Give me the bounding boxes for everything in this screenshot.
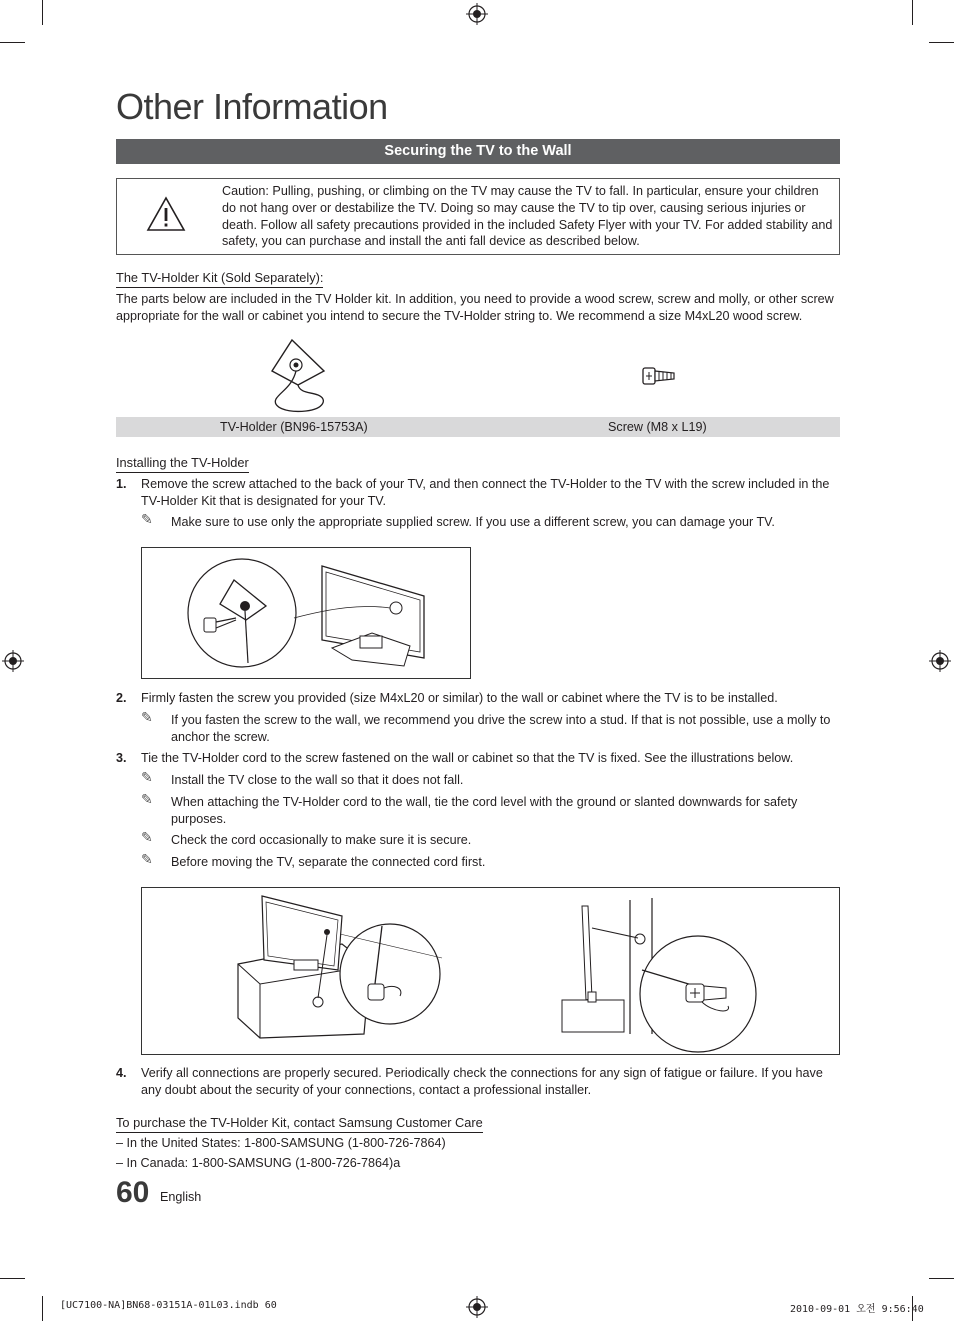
step-number: 4. — [116, 1066, 127, 1080]
caution-label: Caution — [222, 184, 266, 198]
crop-mark — [929, 42, 954, 43]
note-icon: ✎ — [141, 709, 153, 725]
kit-item-label: Screw (M8 x L19) — [608, 420, 707, 434]
note-icon: ✎ — [141, 829, 153, 845]
crop-mark — [912, 0, 913, 25]
kit-items-row — [116, 417, 840, 437]
caution-text — [222, 183, 834, 250]
purchase-heading: To purchase the TV-Holder Kit, contact Samsung Customer Care — [116, 1115, 483, 1133]
registration-mark-icon — [466, 1296, 488, 1318]
crop-mark — [929, 1278, 954, 1279]
registration-mark-icon — [2, 650, 24, 672]
registration-mark-icon — [466, 3, 488, 25]
note-icon: ✎ — [141, 791, 153, 807]
figure-tie-cord — [141, 887, 840, 1055]
step-number: 2. — [116, 691, 127, 705]
step-text: Firmly fasten the screw you provided (size M4xL20 or similar) to the wall or cabinet where the TV is to be installed. — [141, 691, 778, 705]
note-icon: ✎ — [141, 769, 153, 785]
crop-mark — [42, 1296, 43, 1321]
step-text: Verify all connections are properly secured. Periodically check the connections for any sign of fatigue or failure. If you have any doubt about the security of your connections, contact a professional installer. — [141, 1066, 823, 1097]
registration-mark-icon — [929, 650, 951, 672]
note-text: Make sure to use only the appropriate supplied screw. If you use a different screw, you can damage your TV. — [171, 515, 775, 529]
contact-us: – In the United States: 1-800-SAMSUNG (1-800-726-7864) — [116, 1136, 446, 1150]
note-text: If you fasten the screw to the wall, we recommend you drive the screw into a stud. If that is not possible, use a molly to anchor the screw. — [171, 713, 831, 744]
page-title: Other Information — [116, 86, 388, 127]
note-icon: ✎ — [141, 511, 153, 527]
note-text: Check the cord occasionally to make sure it is secure. — [171, 833, 472, 847]
crop-mark — [0, 1278, 25, 1279]
tv-holder-icon — [266, 337, 328, 415]
tv-holder-attach-illustration — [142, 548, 470, 678]
step-number: 1. — [116, 477, 127, 491]
caution-box — [116, 178, 840, 255]
crop-mark — [42, 0, 43, 25]
contact-canada: – In Canada: 1-800-SAMSUNG (1-800-726-7864)a — [116, 1156, 401, 1170]
step-text: Remove the screw attached to the back of your TV, and then connect the TV-Holder to the TV with the screw included in the TV-Holder Kit that is designated for your TV. — [141, 477, 830, 508]
crop-mark — [0, 42, 25, 43]
note-text: Install the TV close to the wall so that it does not fall. — [171, 773, 464, 787]
page-number: 60 — [116, 1176, 150, 1209]
note-text: Before moving the TV, separate the connected cord first. — [171, 855, 486, 869]
section-title-bar: Securing the TV to the Wall — [116, 139, 840, 164]
footer-file-info: [UC7100-NA]BN68-03151A-01L03.indb 60 — [60, 1300, 277, 1311]
step-text: Tie the TV-Holder cord to the screw fastened on the wall or cabinet so that the TV is fixed. See the illustrations below. — [141, 751, 794, 765]
note-icon: ✎ — [141, 851, 153, 867]
note-text: When attaching the TV-Holder cord to the wall, tie the cord level with the ground or slanted downwards for safety purposes. — [171, 795, 798, 826]
figure-attach-holder — [141, 547, 471, 679]
warning-triangle-icon — [146, 196, 186, 232]
screw-icon — [640, 362, 678, 390]
install-heading: Installing the TV-Holder — [116, 455, 249, 473]
kit-intro: The parts below are included in the TV Holder kit. In addition, you need to provide a wood screw, screw and molly, or other screw appropriate for the wall or cabinet you intend to secure the TV-Holder string to. We recommend a size M4xL20 wood screw. — [116, 292, 834, 323]
caution-body: : Pulling, pushing, or climbing on the TV may cause the TV to fall. In particular, ensure your children do not hang over or destabilize the TV. Doing so may cause the TV to tip over, causing serious injuries or death. Follow all safety precautions provided in the included Safety Flyer with your TV. For added stability and safety, you can purchase and install the anti fall device as described below. — [222, 184, 833, 249]
tie-cord-illustration — [142, 888, 839, 1054]
kit-heading: The TV-Holder Kit (Sold Separately): — [116, 270, 323, 288]
kit-item-label: TV-Holder (BN96-15753A) — [220, 420, 368, 434]
step-number: 3. — [116, 751, 127, 765]
footer-timestamp: 2010-09-01 오전 9:56:40 — [790, 1304, 924, 1315]
language-label: English — [160, 1190, 202, 1204]
